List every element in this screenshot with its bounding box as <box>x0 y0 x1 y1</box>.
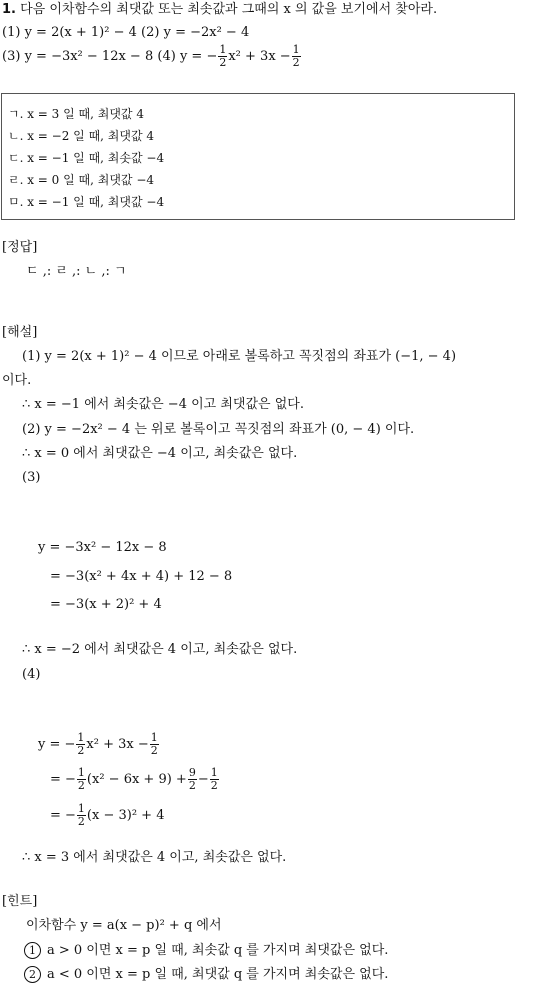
problem-2-expr: y = −2x² − 4 <box>163 25 250 40</box>
circled-number: 1 <box>24 942 41 959</box>
derivation-3-line-3: = −3(x + 2)² + 4 <box>50 597 162 612</box>
fraction: $\frac{1}{2}$ <box>77 766 85 793</box>
hint-item-1: 1 a > 0 이면 x = p 일 때, 최솟값 q 를 가지며 최댓값은 없다. <box>24 942 388 959</box>
hint-heading: [힌트] <box>2 894 38 909</box>
choice-5: ㅁ. x = −1 일 때, 최댓값 −4 <box>8 195 165 209</box>
explanation-line: (2) y = −2x² − 4 는 위로 볼록이고 꼭짓점의 좌표가 (0, − 4) 이다. <box>22 422 415 437</box>
choice-4: ㄹ. x = 0 일 때, 최댓값 −4 <box>8 173 155 187</box>
question-line <box>2 3 437 16</box>
fraction: $\frac{1}{2}$ <box>219 43 227 70</box>
hint-line: 이차함수 y = a(x − p)² + q 에서 <box>26 918 222 933</box>
fraction: $\frac{1}{2}$ <box>77 802 85 829</box>
derivation-4-line-3: = − $\frac{1}{2}$ (x − 3)² + 4 <box>50 802 165 829</box>
explanation-line: (4) <box>22 667 41 682</box>
hint-item-2: 2 a < 0 이면 x = p 일 때, 최댓값 q 를 가지며 최솟값은 없다. <box>24 966 388 983</box>
problem-3-expr: y = −3x² − 12x − 8 <box>24 49 154 65</box>
fraction: $\frac{1}{2}$ <box>292 43 300 70</box>
explanation-line: ∴ x = 3 에서 최댓값은 4 이고, 최솟값은 없다. <box>22 850 287 865</box>
explanation-line: (1) y = 2(x + 1)² − 4 이므로 아래로 볼록하고 꼭짓점의 좌표가 (−1, − 4) <box>22 349 457 364</box>
choice-2: ㄴ. x = −2 일 때, 최댓값 4 <box>8 129 155 143</box>
derivation-4-line-1: y = − $\frac{1}{2}$ x² + 3x − $\frac{1}{2}$ <box>38 731 158 758</box>
problem-4-expr-mid: x² + 3x − <box>228 49 291 65</box>
fraction: $\frac{1}{2}$ <box>210 766 218 793</box>
question-number: 1. <box>2 2 16 17</box>
choice-1: ㄱ. x = 3 일 때, 최댓값 4 <box>8 107 144 121</box>
explanation-line: (3) <box>22 470 41 485</box>
explanation-line: ∴ x = 0 에서 최댓값은 −4 이고, 최솟값은 없다. <box>22 446 298 461</box>
circled-number: 2 <box>24 966 41 983</box>
explanation-line: ∴ x = −2 에서 최댓값은 4 이고, 최솟값은 없다. <box>22 642 298 657</box>
answer-text: ㄷ ,: ㄹ ,: ㄴ ,: ㄱ <box>26 264 127 279</box>
derivation-4-line-2: = − $\frac{1}{2}$ (x² − 6x + 9) + $\frac{9}{2}$ − $\frac{1}{2}$ <box>50 766 218 793</box>
problem-row-2 <box>2 44 302 69</box>
problem-4-expr-pre: y = − <box>179 49 218 65</box>
explanation-heading: [해설] <box>2 325 38 340</box>
derivation-3-line-2: = −3(x² + 4x + 4) + 12 − 8 <box>50 569 233 584</box>
explanation-line: 이다. <box>2 373 32 388</box>
fraction: $\frac{1}{2}$ <box>77 731 85 758</box>
choice-3: ㄷ. x = −1 일 때, 최솟값 −4 <box>8 151 165 165</box>
explanation-line: ∴ x = −1 에서 최솟값은 −4 이고 최댓값은 없다. <box>22 397 304 412</box>
problem-3-label: (3) <box>2 49 21 65</box>
problem-1-label: (1) <box>2 25 21 40</box>
question-prompt: 다음 이차함수의 최댓값 또는 최솟값과 그때의 x 의 값을 보기에서 찾아라. <box>20 2 438 17</box>
fraction: $\frac{9}{2}$ <box>188 766 196 793</box>
answer-heading: [정답] <box>2 240 38 255</box>
derivation-3-line-1: y = −3x² − 12x − 8 <box>38 540 167 555</box>
problem-1-expr: y = 2(x + 1)² − 4 <box>24 25 137 40</box>
problem-2-label: (2) <box>141 25 160 40</box>
fraction: $\frac{1}{2}$ <box>150 731 158 758</box>
problem-row-1 <box>2 26 249 39</box>
problem-4-label: (4) <box>157 49 176 65</box>
